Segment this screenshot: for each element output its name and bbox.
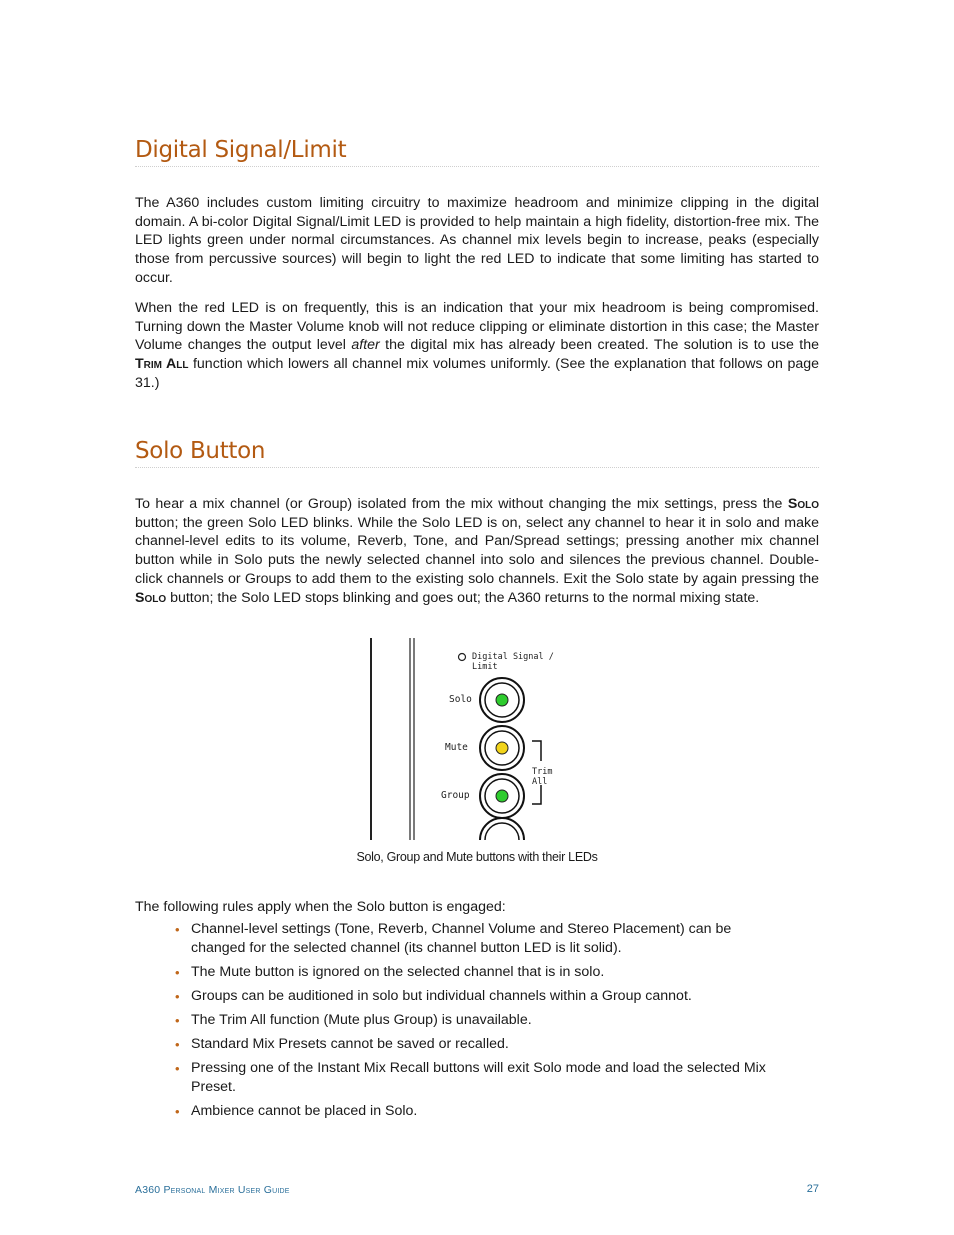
- mute-label: Mute: [445, 742, 468, 753]
- solo-keyword: Solo: [787, 496, 819, 512]
- trim-all-bracket-top: [532, 741, 541, 761]
- group-button[interactable]: [480, 774, 524, 818]
- group-led-icon: [496, 790, 508, 802]
- page-number: 27: [806, 1183, 819, 1195]
- solo-button[interactable]: [480, 678, 524, 722]
- text-run: function which lowers all channel mix volumes uniformly. (See the explanation that follows on page 31.): [135, 356, 820, 391]
- bullet-icon: •: [175, 922, 180, 937]
- solo-group-mute-figure: [368, 636, 568, 840]
- digital-signal-label: Digital Signal / Limit: [472, 652, 554, 672]
- bullet-icon: •: [175, 1104, 180, 1119]
- partial-button: [480, 818, 524, 840]
- section-heading-solo-button: Solo Button: [135, 437, 819, 468]
- bullet-icon: •: [175, 1037, 180, 1052]
- list-item-text: The Mute button is ignored on the selected channel that is in solo.: [191, 964, 605, 980]
- mute-led-icon: [496, 742, 508, 754]
- digital-signal-led-icon: [459, 654, 466, 661]
- group-label: Group: [441, 790, 470, 801]
- rules-intro: The following rules apply when the Solo button is engaged:: [135, 899, 506, 915]
- bullet-icon: •: [175, 1013, 180, 1028]
- list-item-text: Pressing one of the Instant Mix Recall buttons will exit Solo mode and load the selected Mix Preset.: [191, 1060, 766, 1095]
- list-item: [175, 920, 775, 958]
- text-run: the digital mix has already been created. The solution is to use the: [379, 337, 819, 354]
- paragraph-solo-button: [135, 495, 819, 607]
- bullet-icon: •: [175, 965, 180, 980]
- footer-title: A360 Personal Mixer User Guide: [135, 1184, 290, 1196]
- paragraph-digital-signal-1: The A360 includes custom limiting circuitry to maximize headroom and minimize clipping in the digital domain. A bi-color Digital Signal/Limit LED is provided to help maintain a high fidelity, distortion-free mix. The LED lights green under normal circumstances. As channel mix levels begin to increase, peaks (especially those from percussive sources) will begin to light the red LED to indicate that some limiting has started to occur.: [135, 195, 819, 286]
- text-run: button; the Solo LED stops blinking and goes out; the A360 returns to the normal mixing state.: [166, 589, 760, 606]
- list-item-text: Groups can be auditioned in solo but individual channels within a Group cannot.: [191, 988, 692, 1004]
- list-item-text: Ambience cannot be placed in Solo.: [191, 1103, 418, 1119]
- trim-all-label: Trim All: [532, 767, 553, 787]
- text-run: button; the green Solo LED blinks. While the Solo LED is on, select any channel to hear it in solo and make channel-level edits to its volume, Reverb, Tone, and Pan/Spread settings; pressing another mix channel button while in Solo puts the newly selected channel into solo and silences the previous channel. Double-click channels or Groups to add them to the existing solo channels. Exit the Solo state by again pressing the: [135, 514, 819, 587]
- text-run: To hear a mix channel (or Group) isolated from the mix without changing the mix settings, press the: [135, 496, 788, 512]
- paragraph-digital-signal-2: [135, 299, 819, 393]
- list-item-text: Standard Mix Presets cannot be saved or recalled.: [191, 1036, 509, 1052]
- text-run: When the red LED is on frequently, this is an indication that your mix headroom is being compromised. Turning down the Master Volume knob will not reduce clipping or eliminate distortion in this case; the Master Volume changes the output level: [135, 300, 819, 354]
- bullet-icon: •: [175, 1061, 180, 1076]
- section-heading-digital-signal: Digital Signal/Limit: [135, 136, 819, 167]
- list-item: [175, 1011, 775, 1030]
- list-item: [175, 963, 775, 982]
- bullet-icon: •: [175, 989, 180, 1004]
- rules-list: [175, 920, 775, 1126]
- list-item-text: The Trim All function (Mute plus Group) is unavailable.: [191, 1012, 532, 1028]
- mute-button[interactable]: [480, 726, 524, 770]
- trim-all-bracket-bottom: [532, 785, 541, 804]
- figure-caption: Solo, Group and Mute buttons with their LEDs: [356, 850, 598, 864]
- list-item: [175, 1035, 775, 1054]
- list-item: [175, 1059, 775, 1097]
- list-item: [175, 987, 775, 1006]
- solo-label: Solo: [449, 694, 472, 705]
- emphasis-text: after: [351, 337, 380, 354]
- list-item: [175, 1102, 775, 1121]
- solo-keyword: Solo: [135, 589, 167, 606]
- trim-all-keyword: Trim All: [135, 356, 189, 373]
- solo-led-icon: [496, 694, 508, 706]
- list-item-text: Channel-level settings (Tone, Reverb, Channel Volume and Stereo Placement) can be changed for the selected channel (its channel button LED is lit solid).: [191, 921, 732, 956]
